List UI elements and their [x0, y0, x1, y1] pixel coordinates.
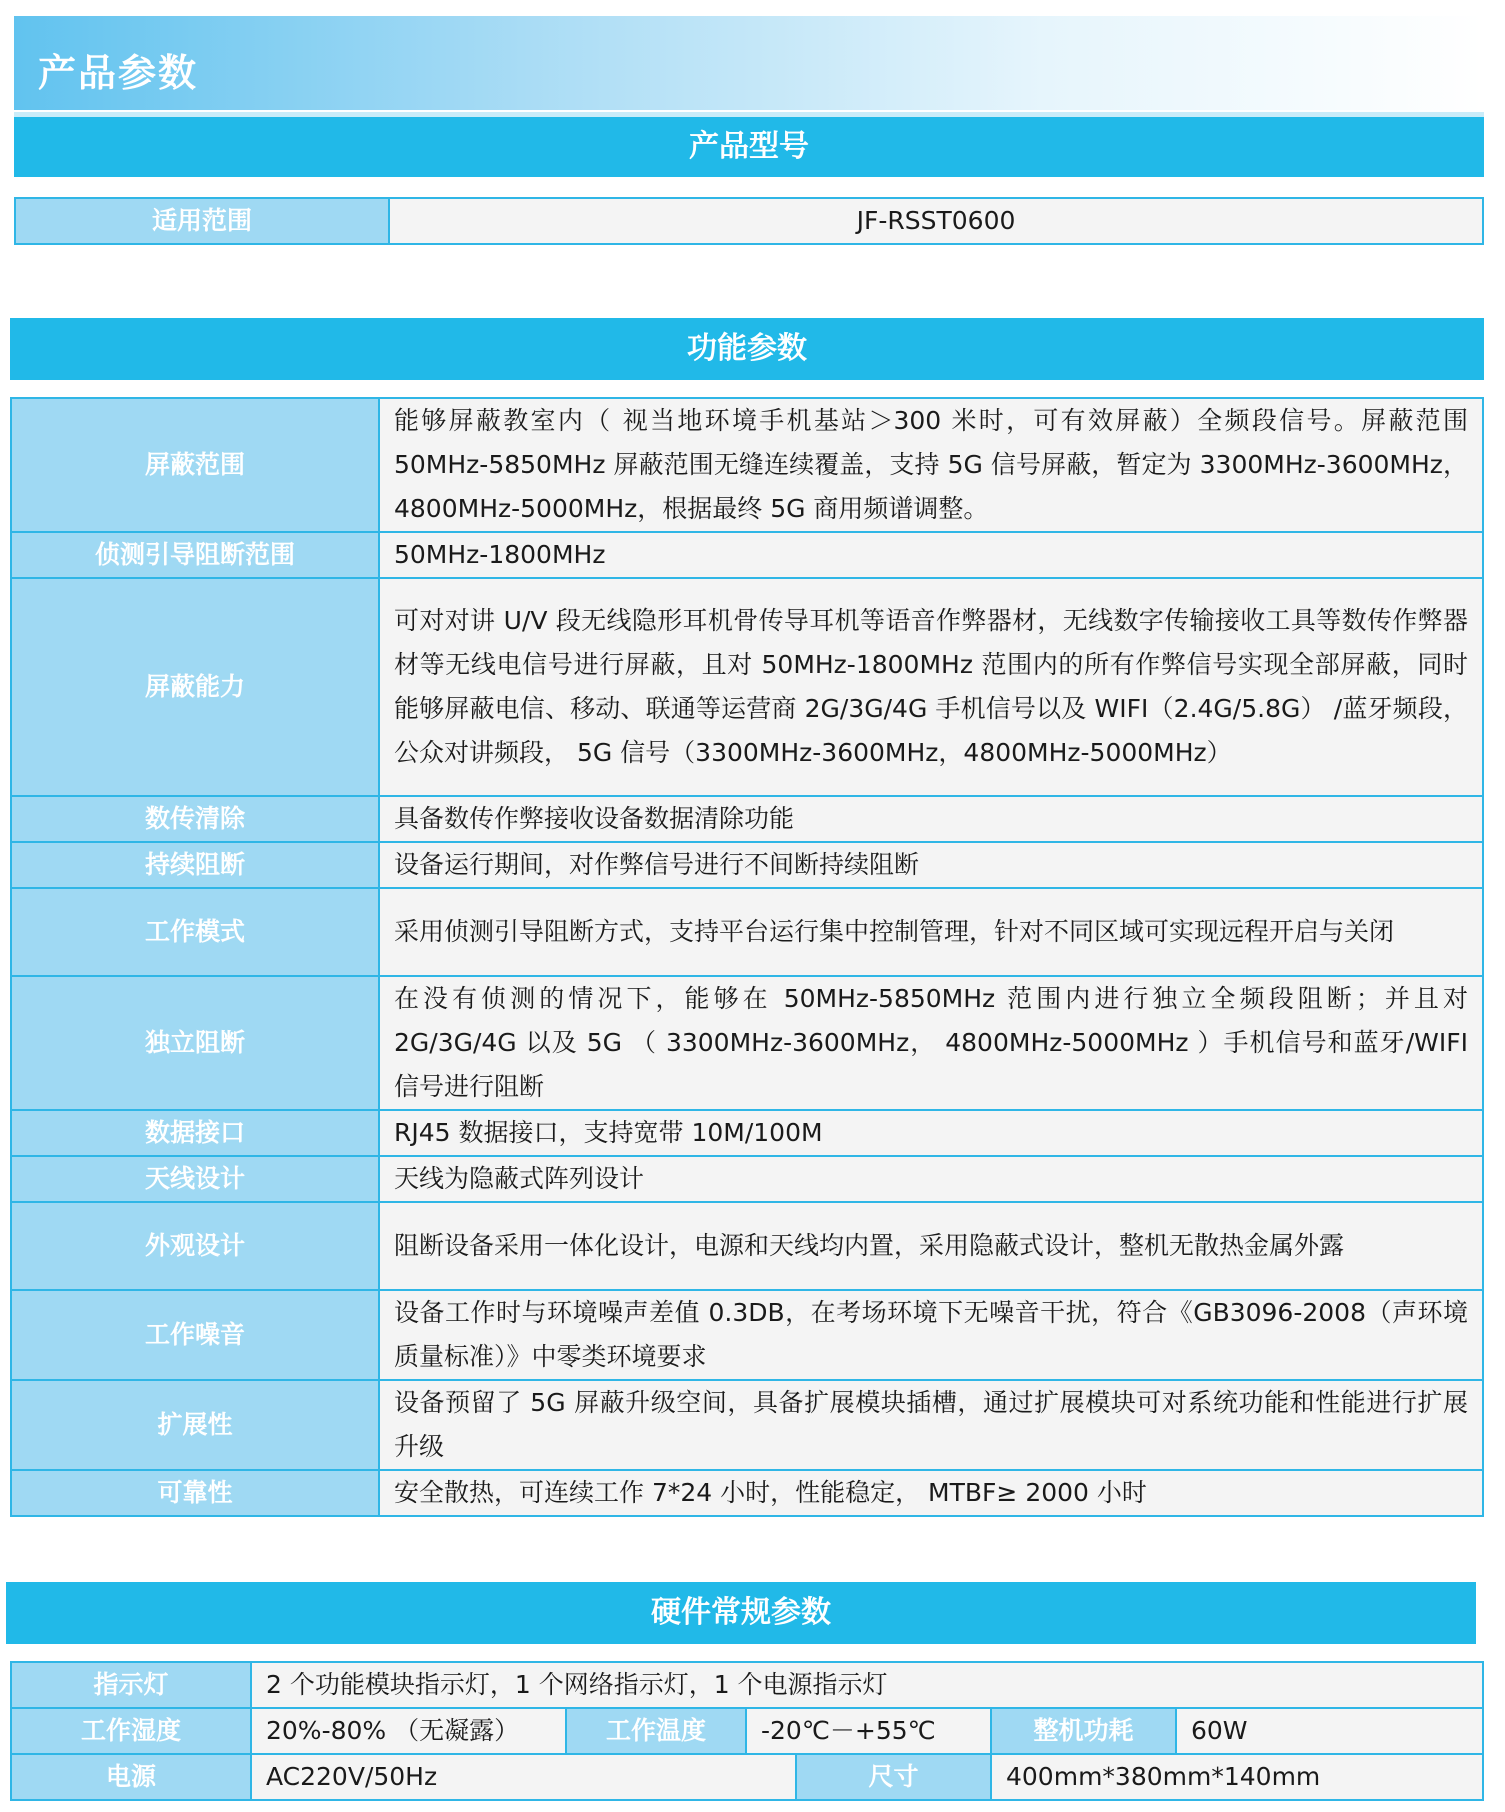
- model-table: [14, 197, 1484, 245]
- table-row: [11, 1156, 1483, 1202]
- row-label: 持续阻断: [11, 842, 379, 888]
- temperature-label: 工作温度: [566, 1708, 746, 1754]
- table-row: [11, 1662, 1483, 1708]
- row-value: 安全散热，可连续工作 7*24 小时，性能稳定， MTBF≥ 2000 小时: [379, 1470, 1483, 1516]
- temperature-value: -20℃－+55℃: [746, 1708, 991, 1754]
- power-consumption-value: 60W: [1176, 1708, 1483, 1754]
- row-label: 工作噪音: [11, 1290, 379, 1380]
- row-value: 在没有侦测的情况下，能够在 50MHz-5850MHz 范围内进行独立全频段阻断；并且对 2G/3G/4G 以及 5G （ 3300MHz-3600MHz， 4800MHz-5000MHz ）手机信号和蓝牙/WIFI 信号进行阻断: [379, 976, 1483, 1110]
- row-value: 天线为隐蔽式阵列设计: [379, 1156, 1483, 1202]
- row-value: 阻断设备采用一体化设计，电源和天线均内置，采用隐蔽式设计，整机无散热金属外露: [379, 1202, 1483, 1290]
- row-label: 独立阻断: [11, 976, 379, 1110]
- table-row: [11, 842, 1483, 888]
- row-value: 具备数传作弊接收设备数据清除功能: [379, 796, 1483, 842]
- table-row: [11, 1470, 1483, 1516]
- power-supply-label: 电源: [11, 1754, 251, 1800]
- row-label: 可靠性: [11, 1470, 379, 1516]
- row-value: RJ45 数据接口，支持宽带 10M/100M: [379, 1110, 1483, 1156]
- size-value: 400mm*380mm*140mm: [991, 1754, 1483, 1800]
- power-supply-value: AC220V/50Hz: [251, 1754, 796, 1800]
- table-row: [11, 976, 1483, 1110]
- page-title: 产品参数: [38, 51, 199, 95]
- power-consumption-label: 整机功耗: [991, 1708, 1176, 1754]
- table-row: [11, 1202, 1483, 1290]
- table-row: [11, 1290, 1483, 1380]
- row-label: 屏蔽范围: [11, 398, 379, 532]
- table-row: [11, 1380, 1483, 1470]
- hardware-section-title: 硬件常规参数: [6, 1582, 1476, 1644]
- table-row: [15, 198, 1483, 244]
- row-label: 数传清除: [11, 796, 379, 842]
- row-label: 适用范围: [15, 198, 389, 244]
- row-value: 设备预留了 5G 屏蔽升级空间，具备扩展模块插槽，通过扩展模块可对系统功能和性能进行扩展升级: [379, 1380, 1483, 1470]
- model-number: JF-RSST0600: [389, 198, 1483, 244]
- table-row: [11, 888, 1483, 976]
- row-label: 屏蔽能力: [11, 578, 379, 796]
- row-label: 外观设计: [11, 1202, 379, 1290]
- table-row: [11, 1708, 1483, 1754]
- row-label: 天线设计: [11, 1156, 379, 1202]
- indicator-value: 2 个功能模块指示灯，1 个网络指示灯，1 个电源指示灯: [251, 1662, 1483, 1708]
- row-label: 工作模式: [11, 888, 379, 976]
- table-row: [11, 796, 1483, 842]
- table-row: [11, 1754, 1483, 1800]
- row-value: 采用侦测引导阻断方式，支持平台运行集中控制管理，针对不同区域可实现远程开启与关闭: [379, 888, 1483, 976]
- humidity-label: 工作湿度: [11, 1708, 251, 1754]
- page-header: [14, 16, 1484, 110]
- row-label: 数据接口: [11, 1110, 379, 1156]
- function-section-title: 功能参数: [10, 318, 1484, 380]
- row-value: 可对对讲 U/V 段无线隐形耳机骨传导耳机等语音作弊器材，无线数字传输接收工具等数传作弊器材等无线电信号进行屏蔽，且对 50MHz-1800MHz 范围内的所有作弊信号实现全部屏蔽，同时能够屏蔽电信、移动、联通等运营商 2G/3G/4G 手机信号以及 WIFI（2.4G/5.8G） /蓝牙频段， 公众对讲频段， 5G 信号（3300MHz-3600MHz，4800MHz-5000MHz）: [379, 578, 1483, 796]
- hardware-table: [10, 1661, 1484, 1801]
- row-value: 设备工作时与环境噪声差值 0.3DB，在考场环境下无噪音干扰，符合《GB3096-2008（声环境质量标准）》中零类环境要求: [379, 1290, 1483, 1380]
- table-row: [11, 532, 1483, 578]
- row-label: 侦测引导阻断范围: [11, 532, 379, 578]
- row-value: 50MHz-1800MHz: [379, 532, 1483, 578]
- table-row: [11, 578, 1483, 796]
- size-label: 尺寸: [796, 1754, 991, 1800]
- row-label: 扩展性: [11, 1380, 379, 1470]
- function-table: [10, 397, 1484, 1517]
- row-value: 能够屏蔽教室内（ 视当地环境手机基站＞300 米时，可有效屏蔽）全频段信号。屏蔽范围 50MHz-5850MHz 屏蔽范围无缝连续覆盖，支持 5G 信号屏蔽，暂定为 3300MHz-3600MHz，4800MHz-5000MHz，根据最终 5G 商用频谱调整。: [379, 398, 1483, 532]
- model-section-title: 产品型号: [14, 112, 1484, 177]
- indicator-label: 指示灯: [11, 1662, 251, 1708]
- table-row: [11, 1110, 1483, 1156]
- table-row: [11, 398, 1483, 532]
- humidity-value: 20%-80% （无凝露）: [251, 1708, 566, 1754]
- row-value: 设备运行期间，对作弊信号进行不间断持续阻断: [379, 842, 1483, 888]
